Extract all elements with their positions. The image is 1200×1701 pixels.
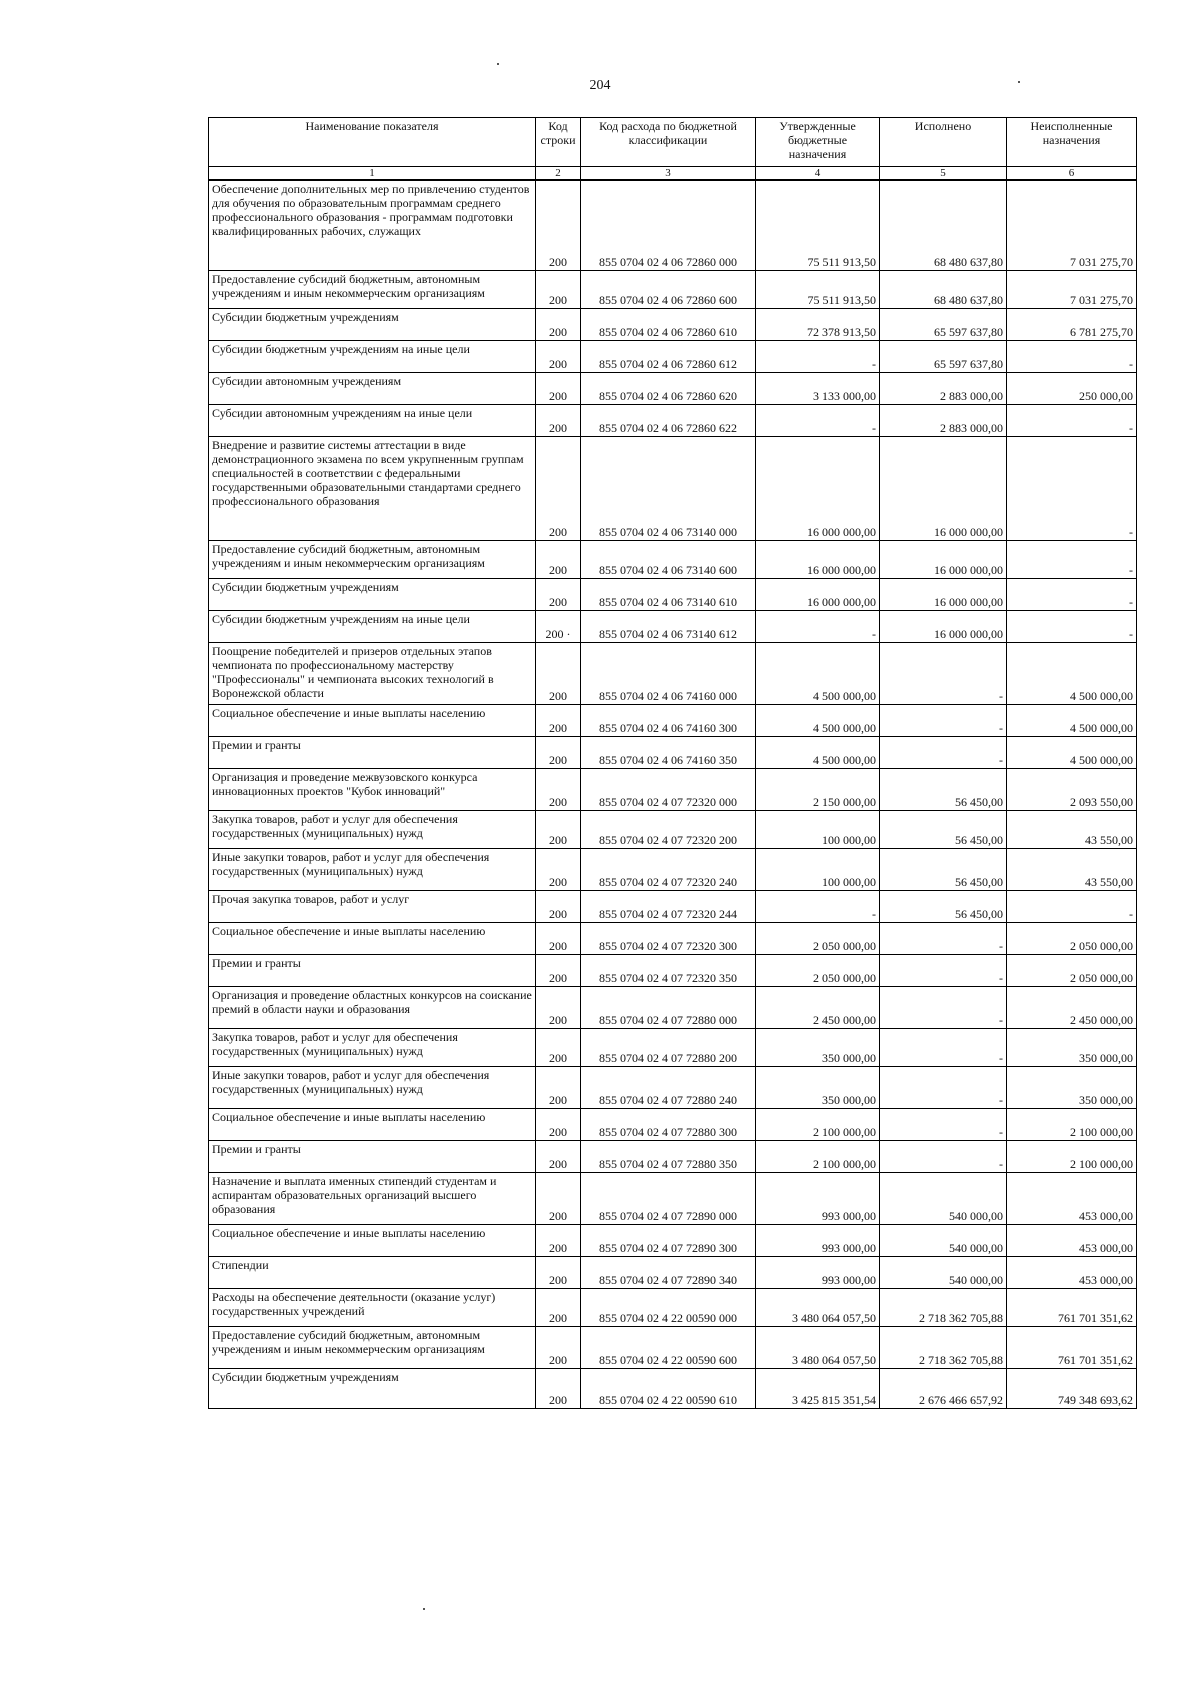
row-approved-amount: 4 500 000,00 bbox=[756, 704, 880, 736]
row-line-code: 200 bbox=[536, 922, 581, 954]
row-unexecuted-amount: 453 000,00 bbox=[1007, 1256, 1137, 1288]
column-number: 4 bbox=[756, 167, 880, 181]
row-line-code: 200 bbox=[536, 372, 581, 404]
row-budget-code: 855 0704 02 4 07 72320 200 bbox=[581, 810, 756, 848]
row-executed-amount: 2 883 000,00 bbox=[880, 372, 1007, 404]
row-unexecuted-amount: 7 031 275,70 bbox=[1007, 180, 1137, 270]
row-executed-amount: 16 000 000,00 bbox=[880, 610, 1007, 642]
table-row bbox=[209, 1028, 1137, 1066]
row-indicator-name: Премии и гранты bbox=[209, 1140, 536, 1172]
page-number: 204 bbox=[589, 78, 611, 93]
row-budget-code: 855 0704 02 4 22 00590 000 bbox=[581, 1288, 756, 1326]
row-line-code: 200 bbox=[536, 642, 581, 704]
row-budget-code: 855 0704 02 4 06 72860 622 bbox=[581, 404, 756, 436]
column-number: 3 bbox=[581, 167, 756, 181]
row-unexecuted-amount: 43 550,00 bbox=[1007, 810, 1137, 848]
row-line-code: 200 bbox=[536, 704, 581, 736]
table-row bbox=[209, 1172, 1137, 1224]
row-approved-amount: 3 133 000,00 bbox=[756, 372, 880, 404]
row-budget-code: 855 0704 02 4 06 74160 000 bbox=[581, 642, 756, 704]
row-executed-amount: 2 676 466 657,92 bbox=[880, 1368, 1007, 1408]
table-row bbox=[209, 922, 1137, 954]
row-indicator-name: Организация и проведение межвузовского конкурса инновационных проектов "Кубок инноваций" bbox=[209, 768, 536, 810]
row-executed-amount: - bbox=[880, 1028, 1007, 1066]
table-row bbox=[209, 1288, 1137, 1326]
table-row bbox=[209, 704, 1137, 736]
column-number: 6 bbox=[1007, 167, 1137, 181]
row-unexecuted-amount: 453 000,00 bbox=[1007, 1172, 1137, 1224]
table-row bbox=[209, 848, 1137, 890]
row-executed-amount: 2 718 362 705,88 bbox=[880, 1288, 1007, 1326]
table-row bbox=[209, 768, 1137, 810]
row-executed-amount: 540 000,00 bbox=[880, 1224, 1007, 1256]
row-indicator-name: Обеспечение дополнительных мер по привлечению студентов для обучения по образовательным программам среднего профессионального образования - программам подготовки квалифицированных рабочих, служащих bbox=[209, 180, 536, 270]
header-indicator-name: Наименование показателя bbox=[209, 118, 536, 167]
row-line-code: 200 bbox=[536, 890, 581, 922]
table-row bbox=[209, 270, 1137, 308]
row-approved-amount: 2 050 000,00 bbox=[756, 922, 880, 954]
row-approved-amount: 993 000,00 bbox=[756, 1172, 880, 1224]
column-number: 5 bbox=[880, 167, 1007, 181]
table-row bbox=[209, 308, 1137, 340]
row-line-code: 200 bbox=[536, 736, 581, 768]
table-row bbox=[209, 642, 1137, 704]
row-executed-amount: - bbox=[880, 986, 1007, 1028]
table-row bbox=[209, 954, 1137, 986]
row-line-code: 200 bbox=[536, 1326, 581, 1368]
row-approved-amount: 3 480 064 057,50 bbox=[756, 1326, 880, 1368]
row-unexecuted-amount: - bbox=[1007, 404, 1137, 436]
row-line-code: 200 bbox=[536, 1108, 581, 1140]
row-unexecuted-amount: 2 093 550,00 bbox=[1007, 768, 1137, 810]
row-unexecuted-amount: 7 031 275,70 bbox=[1007, 270, 1137, 308]
row-executed-amount: 56 450,00 bbox=[880, 768, 1007, 810]
row-unexecuted-amount: - bbox=[1007, 340, 1137, 372]
row-approved-amount: 993 000,00 bbox=[756, 1224, 880, 1256]
row-indicator-name: Социальное обеспечение и иные выплаты населению bbox=[209, 1224, 536, 1256]
row-approved-amount: 4 500 000,00 bbox=[756, 736, 880, 768]
row-approved-amount: 2 150 000,00 bbox=[756, 768, 880, 810]
row-indicator-name: Социальное обеспечение и иные выплаты населению bbox=[209, 922, 536, 954]
row-unexecuted-amount: 43 550,00 bbox=[1007, 848, 1137, 890]
table-row bbox=[209, 372, 1137, 404]
row-line-code: 200 bbox=[536, 1256, 581, 1288]
row-executed-amount: 68 480 637,80 bbox=[880, 180, 1007, 270]
table-row bbox=[209, 890, 1137, 922]
row-line-code: 200 bbox=[536, 180, 581, 270]
row-budget-code: 855 0704 02 4 07 72880 240 bbox=[581, 1066, 756, 1108]
row-unexecuted-amount: - bbox=[1007, 436, 1137, 540]
row-indicator-name: Субсидии автономным учреждениям на иные цели bbox=[209, 404, 536, 436]
scan-speck bbox=[423, 1608, 425, 1610]
table-row bbox=[209, 810, 1137, 848]
row-budget-code: 855 0704 02 4 07 72890 340 bbox=[581, 1256, 756, 1288]
row-unexecuted-amount: 350 000,00 bbox=[1007, 1028, 1137, 1066]
row-approved-amount: 350 000,00 bbox=[756, 1066, 880, 1108]
row-unexecuted-amount: - bbox=[1007, 578, 1137, 610]
row-indicator-name: Предоставление субсидий бюджетным, автономным учреждениям и иным некоммерческим организациям bbox=[209, 1326, 536, 1368]
header-unexecuted: Неисполненные назначения bbox=[1007, 118, 1137, 167]
row-unexecuted-amount: 4 500 000,00 bbox=[1007, 736, 1137, 768]
table-row bbox=[209, 1066, 1137, 1108]
row-line-code: 200 bbox=[536, 578, 581, 610]
row-budget-code: 855 0704 02 4 07 72890 300 bbox=[581, 1224, 756, 1256]
table-row bbox=[209, 180, 1137, 270]
row-indicator-name: Социальное обеспечение и иные выплаты населению bbox=[209, 704, 536, 736]
row-approved-amount: 2 100 000,00 bbox=[756, 1140, 880, 1172]
row-unexecuted-amount: - bbox=[1007, 540, 1137, 578]
row-executed-amount: - bbox=[880, 736, 1007, 768]
row-unexecuted-amount: 761 701 351,62 bbox=[1007, 1288, 1137, 1326]
row-unexecuted-amount: 4 500 000,00 bbox=[1007, 704, 1137, 736]
row-line-code: 200 bbox=[536, 436, 581, 540]
header-approved: Утвержденные бюджетные назначения bbox=[756, 118, 880, 167]
row-line-code: 200 bbox=[536, 1368, 581, 1408]
row-indicator-name: Премии и гранты bbox=[209, 954, 536, 986]
header-executed: Исполнено bbox=[880, 118, 1007, 167]
header-budget-code: Код расхода по бюджетной классификации bbox=[581, 118, 756, 167]
row-executed-amount: - bbox=[880, 1140, 1007, 1172]
row-approved-amount: 350 000,00 bbox=[756, 1028, 880, 1066]
row-line-code: 200 bbox=[536, 270, 581, 308]
row-unexecuted-amount: 2 100 000,00 bbox=[1007, 1140, 1137, 1172]
row-indicator-name: Стипендии bbox=[209, 1256, 536, 1288]
row-line-code: 200 bbox=[536, 1288, 581, 1326]
row-approved-amount: - bbox=[756, 404, 880, 436]
row-executed-amount: 56 450,00 bbox=[880, 810, 1007, 848]
row-budget-code: 855 0704 02 4 06 73140 000 bbox=[581, 436, 756, 540]
row-approved-amount: 2 450 000,00 bbox=[756, 986, 880, 1028]
row-budget-code: 855 0704 02 4 07 72320 350 bbox=[581, 954, 756, 986]
row-approved-amount: 72 378 913,50 bbox=[756, 308, 880, 340]
table-body bbox=[209, 180, 1137, 1408]
row-indicator-name: Предоставление субсидий бюджетным, автономным учреждениям и иным некоммерческим организациям bbox=[209, 270, 536, 308]
row-budget-code: 855 0704 02 4 22 00590 610 bbox=[581, 1368, 756, 1408]
row-indicator-name: Предоставление субсидий бюджетным, автономным учреждениям и иным некоммерческим организациям bbox=[209, 540, 536, 578]
row-line-code: 200 bbox=[536, 1140, 581, 1172]
row-budget-code: 855 0704 02 4 06 72860 610 bbox=[581, 308, 756, 340]
row-unexecuted-amount: 2 050 000,00 bbox=[1007, 954, 1137, 986]
row-budget-code: 855 0704 02 4 07 72880 350 bbox=[581, 1140, 756, 1172]
row-unexecuted-amount: 350 000,00 bbox=[1007, 1066, 1137, 1108]
row-budget-code: 855 0704 02 4 06 72860 000 bbox=[581, 180, 756, 270]
row-indicator-name: Иные закупки товаров, работ и услуг для обеспечения государственных (муниципальных) нужд bbox=[209, 1066, 536, 1108]
row-budget-code: 855 0704 02 4 22 00590 600 bbox=[581, 1326, 756, 1368]
row-line-code: 200 · bbox=[536, 610, 581, 642]
budget-execution-table bbox=[208, 117, 1137, 1409]
row-executed-amount: 2 883 000,00 bbox=[880, 404, 1007, 436]
row-indicator-name: Прочая закупка товаров, работ и услуг bbox=[209, 890, 536, 922]
row-indicator-name: Субсидии бюджетным учреждениям на иные цели bbox=[209, 340, 536, 372]
row-approved-amount: 4 500 000,00 bbox=[756, 642, 880, 704]
row-approved-amount: 75 511 913,50 bbox=[756, 270, 880, 308]
row-unexecuted-amount: 2 050 000,00 bbox=[1007, 922, 1137, 954]
row-indicator-name: Поощрение победителей и призеров отдельных этапов чемпионата по профессиональному мастерству "Профессионалы" и чемпионата высоких технологий в Воронежской области bbox=[209, 642, 536, 704]
row-executed-amount: - bbox=[880, 1108, 1007, 1140]
row-indicator-name: Премии и гранты bbox=[209, 736, 536, 768]
row-budget-code: 855 0704 02 4 07 72320 244 bbox=[581, 890, 756, 922]
row-approved-amount: - bbox=[756, 610, 880, 642]
row-line-code: 200 bbox=[536, 954, 581, 986]
row-indicator-name: Субсидии бюджетным учреждениям bbox=[209, 308, 536, 340]
row-unexecuted-amount: 250 000,00 bbox=[1007, 372, 1137, 404]
row-line-code: 200 bbox=[536, 540, 581, 578]
row-indicator-name: Субсидии бюджетным учреждениям на иные цели bbox=[209, 610, 536, 642]
row-line-code: 200 bbox=[536, 1172, 581, 1224]
row-indicator-name: Субсидии бюджетным учреждениям bbox=[209, 1368, 536, 1408]
table-row bbox=[209, 1256, 1137, 1288]
row-budget-code: 855 0704 02 4 06 74160 350 bbox=[581, 736, 756, 768]
table-row bbox=[209, 404, 1137, 436]
row-executed-amount: - bbox=[880, 704, 1007, 736]
table-row bbox=[209, 1108, 1137, 1140]
row-unexecuted-amount: 6 781 275,70 bbox=[1007, 308, 1137, 340]
row-unexecuted-amount: - bbox=[1007, 890, 1137, 922]
row-unexecuted-amount: - bbox=[1007, 610, 1137, 642]
header-line-code: Код строки bbox=[536, 118, 581, 167]
row-executed-amount: - bbox=[880, 954, 1007, 986]
row-indicator-name: Субсидии автономным учреждениям bbox=[209, 372, 536, 404]
row-approved-amount: 993 000,00 bbox=[756, 1256, 880, 1288]
row-indicator-name: Расходы на обеспечение деятельности (оказание услуг) государственных учреждений bbox=[209, 1288, 536, 1326]
row-approved-amount: 100 000,00 bbox=[756, 810, 880, 848]
row-budget-code: 855 0704 02 4 06 73140 612 bbox=[581, 610, 756, 642]
row-approved-amount: 3 480 064 057,50 bbox=[756, 1288, 880, 1326]
row-approved-amount: 3 425 815 351,54 bbox=[756, 1368, 880, 1408]
row-budget-code: 855 0704 02 4 07 72320 300 bbox=[581, 922, 756, 954]
row-executed-amount: - bbox=[880, 642, 1007, 704]
row-indicator-name: Внедрение и развитие системы аттестации в виде демонстрационного экзамена по всем укрупненным группам специальностей в соответствии с федеральными государственными образовательными стандартами среднего профессионального образования bbox=[209, 436, 536, 540]
row-approved-amount: 16 000 000,00 bbox=[756, 540, 880, 578]
row-line-code: 200 bbox=[536, 1066, 581, 1108]
row-approved-amount: - bbox=[756, 340, 880, 372]
row-line-code: 200 bbox=[536, 1028, 581, 1066]
table-row bbox=[209, 986, 1137, 1028]
row-budget-code: 855 0704 02 4 06 72860 620 bbox=[581, 372, 756, 404]
row-approved-amount: 16 000 000,00 bbox=[756, 436, 880, 540]
row-executed-amount: 2 718 362 705,88 bbox=[880, 1326, 1007, 1368]
row-budget-code: 855 0704 02 4 07 72890 000 bbox=[581, 1172, 756, 1224]
row-indicator-name: Закупка товаров, работ и услуг для обеспечения государственных (муниципальных) нужд bbox=[209, 1028, 536, 1066]
table-row bbox=[209, 1326, 1137, 1368]
row-line-code: 200 bbox=[536, 848, 581, 890]
row-line-code: 200 bbox=[536, 1224, 581, 1256]
row-unexecuted-amount: 761 701 351,62 bbox=[1007, 1326, 1137, 1368]
row-budget-code: 855 0704 02 4 06 73140 600 bbox=[581, 540, 756, 578]
row-indicator-name: Закупка товаров, работ и услуг для обеспечения государственных (муниципальных) нужд bbox=[209, 810, 536, 848]
row-budget-code: 855 0704 02 4 07 72880 200 bbox=[581, 1028, 756, 1066]
row-executed-amount: 68 480 637,80 bbox=[880, 270, 1007, 308]
column-number: 1 bbox=[209, 167, 536, 181]
row-unexecuted-amount: 749 348 693,62 bbox=[1007, 1368, 1137, 1408]
row-budget-code: 855 0704 02 4 06 72860 600 bbox=[581, 270, 756, 308]
scan-speck bbox=[1018, 81, 1020, 83]
row-executed-amount: 540 000,00 bbox=[880, 1172, 1007, 1224]
row-approved-amount: 100 000,00 bbox=[756, 848, 880, 890]
row-approved-amount: 75 511 913,50 bbox=[756, 180, 880, 270]
table-row bbox=[209, 1224, 1137, 1256]
table-header-row bbox=[209, 118, 1137, 167]
row-line-code: 200 bbox=[536, 810, 581, 848]
row-indicator-name: Социальное обеспечение и иные выплаты населению bbox=[209, 1108, 536, 1140]
row-approved-amount: 16 000 000,00 bbox=[756, 578, 880, 610]
row-approved-amount: 2 100 000,00 bbox=[756, 1108, 880, 1140]
table-row bbox=[209, 1368, 1137, 1408]
row-budget-code: 855 0704 02 4 07 72320 240 bbox=[581, 848, 756, 890]
table-row bbox=[209, 610, 1137, 642]
row-executed-amount: 56 450,00 bbox=[880, 848, 1007, 890]
column-number: 2 bbox=[536, 167, 581, 181]
table-row bbox=[209, 1140, 1137, 1172]
row-executed-amount: 65 597 637,80 bbox=[880, 340, 1007, 372]
row-approved-amount: - bbox=[756, 890, 880, 922]
row-line-code: 200 bbox=[536, 340, 581, 372]
row-indicator-name: Организация и проведение областных конкурсов на соискание премий в области науки и образования bbox=[209, 986, 536, 1028]
row-executed-amount: 16 000 000,00 bbox=[880, 540, 1007, 578]
row-budget-code: 855 0704 02 4 06 72860 612 bbox=[581, 340, 756, 372]
row-indicator-name: Иные закупки товаров, работ и услуг для обеспечения государственных (муниципальных) нужд bbox=[209, 848, 536, 890]
row-budget-code: 855 0704 02 4 06 73140 610 bbox=[581, 578, 756, 610]
row-budget-code: 855 0704 02 4 07 72880 000 bbox=[581, 986, 756, 1028]
column-numbering-row bbox=[209, 167, 1137, 181]
row-unexecuted-amount: 4 500 000,00 bbox=[1007, 642, 1137, 704]
row-executed-amount: 65 597 637,80 bbox=[880, 308, 1007, 340]
row-indicator-name: Субсидии бюджетным учреждениям bbox=[209, 578, 536, 610]
row-executed-amount: 56 450,00 bbox=[880, 890, 1007, 922]
table-row bbox=[209, 736, 1137, 768]
row-budget-code: 855 0704 02 4 06 74160 300 bbox=[581, 704, 756, 736]
row-executed-amount: - bbox=[880, 1066, 1007, 1108]
row-budget-code: 855 0704 02 4 07 72320 000 bbox=[581, 768, 756, 810]
row-executed-amount: - bbox=[880, 922, 1007, 954]
table-row bbox=[209, 540, 1137, 578]
row-unexecuted-amount: 2 450 000,00 bbox=[1007, 986, 1137, 1028]
scan-speck bbox=[497, 63, 499, 65]
table-row bbox=[209, 436, 1137, 540]
row-unexecuted-amount: 453 000,00 bbox=[1007, 1224, 1137, 1256]
row-executed-amount: 540 000,00 bbox=[880, 1256, 1007, 1288]
table-row bbox=[209, 340, 1137, 372]
row-approved-amount: 2 050 000,00 bbox=[756, 954, 880, 986]
row-line-code: 200 bbox=[536, 404, 581, 436]
row-indicator-name: Назначение и выплата именных стипендий студентам и аспирантам образовательных организаций высшего образования bbox=[209, 1172, 536, 1224]
row-line-code: 200 bbox=[536, 308, 581, 340]
row-line-code: 200 bbox=[536, 768, 581, 810]
row-executed-amount: 16 000 000,00 bbox=[880, 436, 1007, 540]
table-row bbox=[209, 578, 1137, 610]
row-executed-amount: 16 000 000,00 bbox=[880, 578, 1007, 610]
row-budget-code: 855 0704 02 4 07 72880 300 bbox=[581, 1108, 756, 1140]
row-line-code: 200 bbox=[536, 986, 581, 1028]
row-unexecuted-amount: 2 100 000,00 bbox=[1007, 1108, 1137, 1140]
